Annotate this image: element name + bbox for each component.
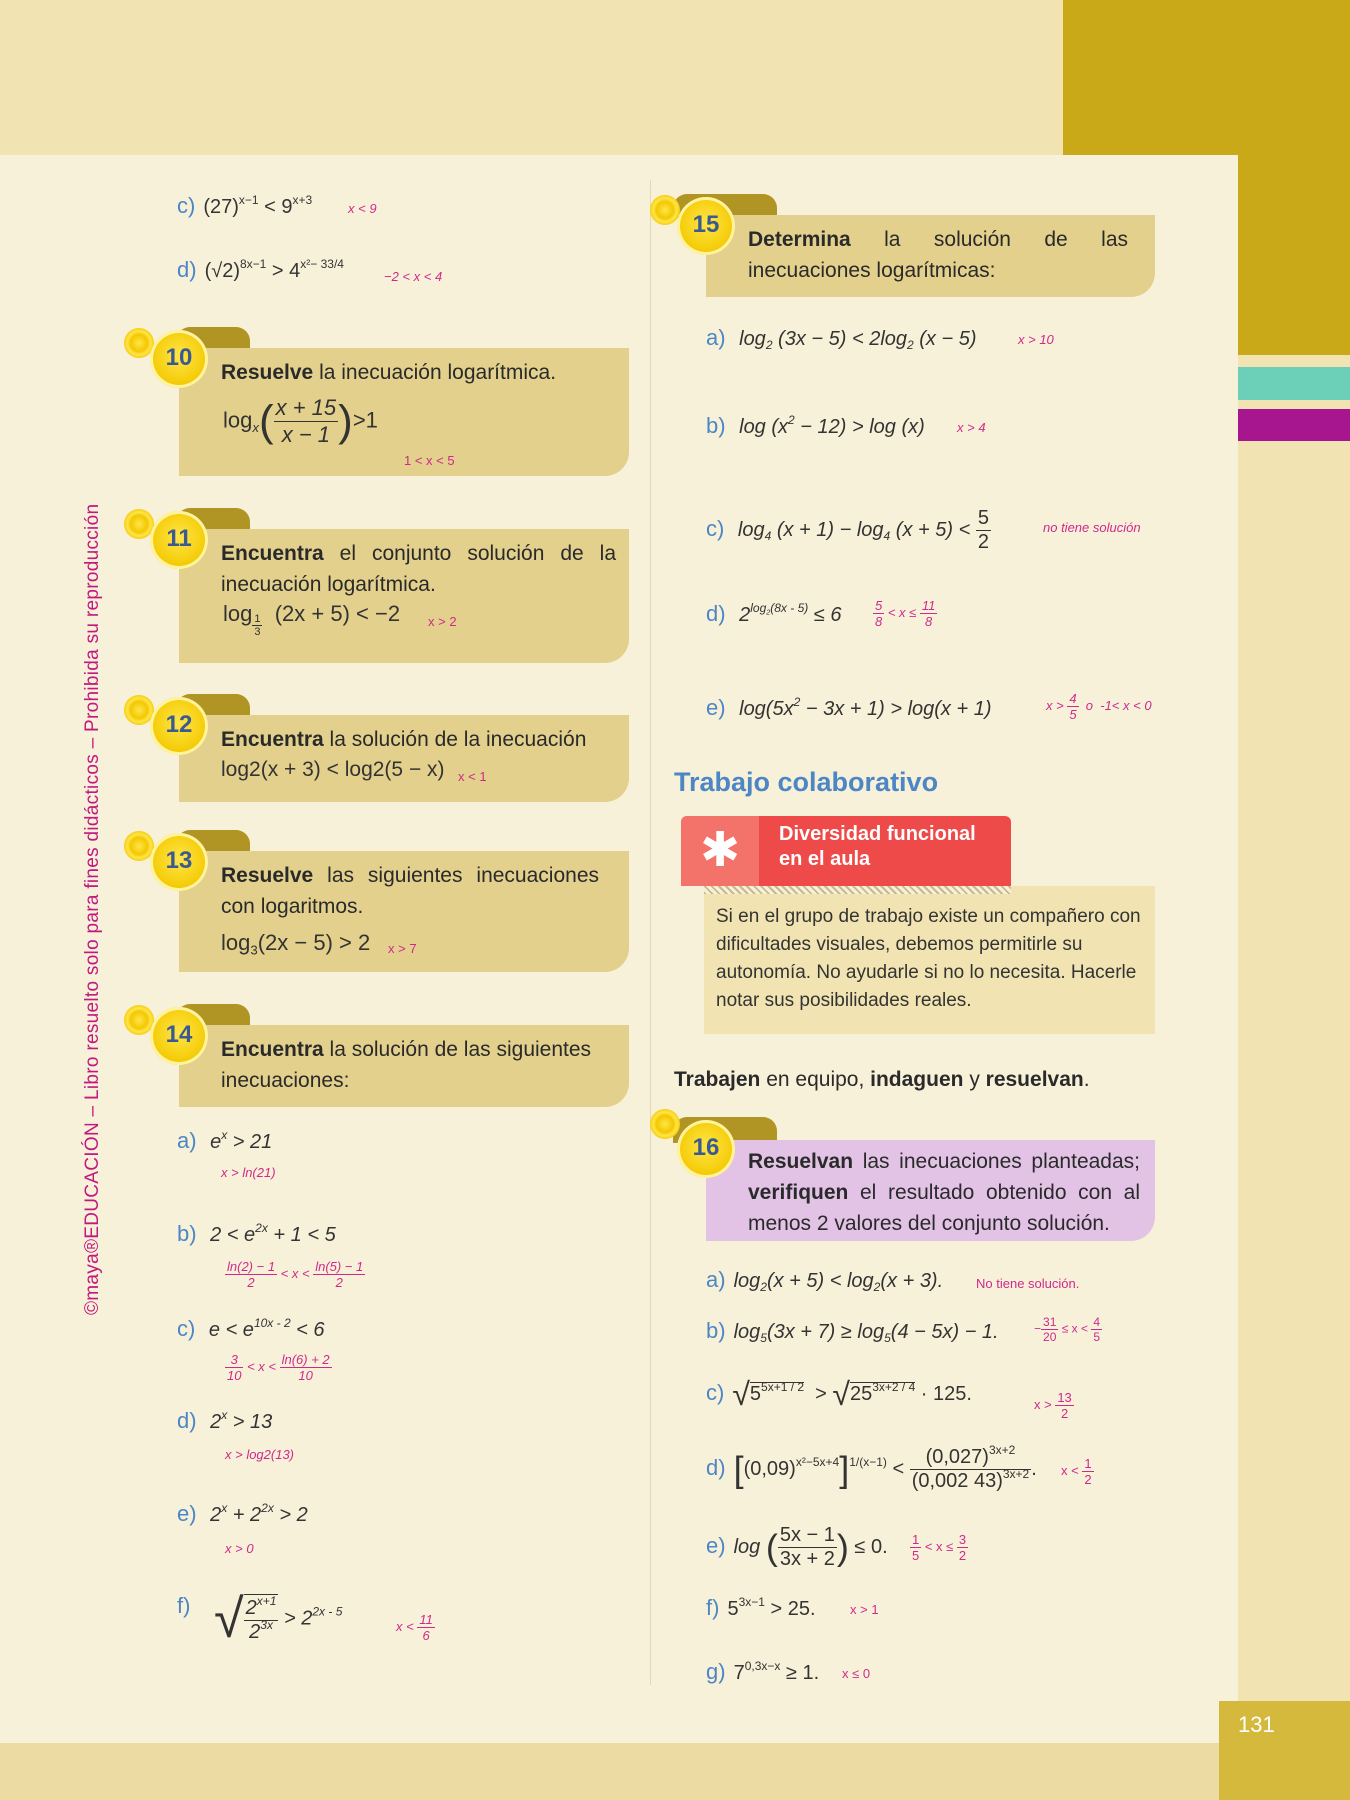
ex15-instruction — [748, 224, 1128, 286]
ex16-answer-g: x ≤ 0 — [842, 1666, 871, 1681]
ex11-verb: Encuentra — [221, 542, 324, 565]
ex10-denominator: x − 1 — [281, 422, 331, 447]
ex14-item-c: c) $e < e^{10x - 2} < 6$ — [177, 1316, 325, 1341]
item-label: c) — [177, 1316, 196, 1341]
log-text: log — [223, 601, 253, 626]
diversity-banner-title — [779, 822, 976, 872]
ex14-item-d: d) $2^x > 13$ — [177, 1408, 273, 1433]
ex15-answer-a: x > 10 — [1018, 332, 1054, 347]
frac-den: 2 — [247, 1275, 255, 1290]
item-label: b) — [706, 413, 726, 438]
ex16-item-d: d) $[(0,09)^{x^2-5x+4}]^{1/(x-1)}$ < $\frac{(0,027)^{3x+2}}{(0,002 43)^{3x+2}}$ . — [706, 1443, 1037, 1492]
top-item-d: d) $(√2)^{8x-1} > 4^{x^2- 33/4}$ — [177, 257, 344, 282]
ex14-item-a: a) $e^x > 21$ — [177, 1128, 273, 1153]
tw-verb-3: resuelvan — [985, 1068, 1084, 1091]
banner-stripes — [704, 886, 1011, 894]
ex16-item-c: c) $√5^{5x+1 / 2} > √25^{3x+2 / 4} \cdot 125$. — [706, 1376, 972, 1412]
frac-num: 3 — [225, 1352, 243, 1368]
ex13-formula-rest: (2x − 5) > 2 — [257, 930, 371, 955]
ex14-instruction — [221, 1034, 621, 1096]
tw-text-3: . — [1083, 1068, 1090, 1091]
ex15-item-a: a) $\log_2 (3x - 5) < 2\log_2$ (x − 5) — [706, 325, 977, 353]
ex13-number: 13 — [165, 847, 193, 874]
item-label: d) — [177, 1408, 197, 1433]
ex14-item-f — [177, 1593, 198, 1619]
ex15-item-c: c) $\log_4 (x + 1) - \log_4 (x + 5)$ < $\frac{5}{2}$ — [706, 507, 989, 553]
ex15-text: la solución de las inecuaciones logarítmicas: — [748, 228, 1128, 282]
log-base: x — [252, 419, 259, 435]
purple-section-tab — [1238, 409, 1350, 441]
ex10-answer: 1 < x < 5 — [404, 453, 455, 468]
ex16-answer-a: No tiene solución. — [976, 1276, 1080, 1291]
ex16-text-1: las inecuaciones planteadas; — [853, 1150, 1140, 1173]
log-text: log — [221, 930, 251, 955]
ex15-item-b: b) $\log (x^2 - 12) > \log (x)$ — [706, 413, 925, 438]
ex11-formula-rest: (2x + 5) < −2 — [274, 601, 401, 626]
ex13-instruction — [221, 860, 599, 922]
answer-mid: < x < — [277, 1265, 314, 1281]
ex14-text: la solución de las siguientes inecuaciones: — [221, 1038, 592, 1092]
ex10-text: la inecuación logarítmica. — [313, 361, 557, 384]
ex10-instruction — [221, 357, 621, 388]
ex12-number: 12 — [165, 711, 193, 738]
ex14-answer-e: x > 0 — [225, 1541, 254, 1556]
ex16-item-g: g) $7^{0,3x-x} \ge 1$. — [706, 1659, 820, 1684]
frac-num: ln(5) − 1 — [315, 1259, 364, 1274]
ex15-item-e: e) $\log(5x^2 - 3x + 1) > \log(x + 1)$ — [706, 695, 992, 720]
ex16-answer-e: $\frac{1}{5}$ < x ≤ $\frac{3}{2}$ — [912, 1532, 967, 1563]
ex16-instruction — [748, 1146, 1140, 1239]
item-label: f) — [177, 1593, 191, 1618]
ex14-answer-c — [225, 1352, 332, 1383]
teal-section-tab — [1238, 367, 1350, 400]
tw-text-2: y — [963, 1068, 986, 1091]
ex14-item-e: e) $2^x + 2^{2x} > 2$ — [177, 1501, 308, 1526]
ex12-answer: x < 1 — [458, 769, 487, 784]
ex16-item-e: e) log ( $\frac{5x - 1}{3x + 2}$ ) ≤ 0. — [706, 1524, 888, 1570]
bottom-band — [0, 1743, 1350, 1800]
banner-line-2: en el aula — [779, 848, 871, 870]
ex16-ring-icon — [650, 1109, 680, 1139]
ex15-answer-b: x > 4 — [957, 420, 986, 435]
ex16-text-2: el resultado obtenido con al menos 2 valores del conjunto solución. — [748, 1181, 1140, 1235]
ex15-verb: Determina — [748, 228, 851, 251]
ex15-item-d: d) $2^{log_2(8x - 5)} \le 6$ — [706, 601, 842, 626]
ex10-numerator: x + 15 — [275, 395, 337, 420]
ex13-verb: Resuelve — [221, 864, 314, 887]
ex16-item-a: a) $\log_2(x + 5) < \log_2(x + 3)$. — [706, 1267, 944, 1295]
ex16-item-b: b) $\log_5(3x + 7) \ge \log_5(4 - 5x) - 1$. — [706, 1318, 999, 1346]
item-label: a) — [706, 325, 726, 350]
ex15-answer-d: $\frac{5}{8}$ < x ≤ $\frac{11}{8}$ — [875, 598, 936, 629]
ex16-answer-d: x < $\frac{1}{2}$ — [1061, 1456, 1092, 1487]
item-label: c) — [706, 515, 725, 541]
teamwork-instruction — [674, 1068, 1090, 1092]
answer-pre: x < — [396, 1618, 418, 1634]
ex11-formula — [223, 601, 400, 638]
ex14-answer-a: x > ln(21) — [221, 1165, 276, 1180]
ex16-answer-c: x > $\frac{13}{2}$ — [1034, 1390, 1072, 1421]
frac-den: 10 — [298, 1368, 313, 1383]
ex14-number: 14 — [165, 1021, 193, 1048]
ex11-instruction — [221, 538, 616, 600]
ex14-answer-d: x > log2(13) — [225, 1447, 295, 1462]
ex16-verb-2: verifiquen — [748, 1181, 849, 1204]
ex13-formula — [221, 930, 370, 956]
log-text: log — [223, 407, 253, 433]
base-denominator: 3 — [254, 626, 261, 638]
ex12-verb: Encuentra — [221, 728, 324, 751]
item-label: e) — [177, 1501, 197, 1526]
frac-den: 10 — [227, 1368, 242, 1383]
item-label: c) — [177, 193, 196, 218]
ex10-verb: Resuelve — [221, 361, 314, 384]
answer-top-c: x < 9 — [348, 201, 377, 216]
ex15-answer-c: no tiene solución — [1043, 520, 1141, 535]
asterisk-flower-icon: ✱ — [700, 824, 741, 877]
item-label: b) — [706, 1318, 726, 1343]
ex10-rhs: >1 — [352, 407, 378, 433]
base-numerator: 1 — [254, 613, 261, 625]
ex10-number: 10 — [165, 344, 193, 371]
ex12-instruction — [221, 724, 621, 755]
ex13-text: las siguientes inecuaciones con logaritmos. — [221, 864, 599, 918]
item-label: f) — [706, 1595, 720, 1620]
item-label: a) — [177, 1128, 197, 1153]
ex13-answer: x > 7 — [388, 941, 417, 956]
copyright-vertical-text: ©maya®EDUCACIÓN – Libro resuelto solo para fines didácticos – Prohibida su reproducción — [82, 503, 103, 1315]
frac-num: 11 — [419, 1612, 433, 1627]
ex16-verb-1: Resuelvan — [748, 1150, 854, 1173]
item-label: c) — [706, 1379, 725, 1405]
ex15-number: 15 — [692, 211, 720, 238]
item-label: a) — [706, 1267, 726, 1292]
ex16-number: 16 — [692, 1134, 720, 1161]
section-title-collab: Trabajo colaborativo — [674, 767, 939, 797]
ex10-formula: $\log_x$( $\frac{x + 15}{x - 1}$ )>1 — [223, 395, 378, 447]
item-label: e) — [706, 1532, 726, 1558]
diversity-body-text: Si en el grupo de trabajo existe un compañero con dificultades visuales, debemos permitirle su autonomía. No ayudarle si no lo necesita. Hacerle notar sus posibilidades reales. — [716, 906, 1141, 1011]
ex14-formula-f: √ $\frac{2^{x+1}}{2^{3x}}$ > $2^{2x - 5}$ — [214, 1589, 343, 1649]
frac-num: ln(6) + 2 — [281, 1352, 330, 1367]
answer-mid: < x < — [243, 1358, 280, 1374]
ex11-number: 11 — [166, 525, 192, 552]
ex14-answer-b — [225, 1259, 365, 1290]
ex14-answer-f — [396, 1612, 435, 1643]
ex11-text: el conjunto solución de la inecuación logarítmica. — [221, 542, 616, 596]
ex14-item-b: b) $2 < e^{2x} + 1 < 5$ — [177, 1221, 336, 1246]
item-label: d) — [706, 601, 726, 626]
ex16-answer-f: x > 1 — [850, 1602, 879, 1617]
log-base: 3 — [250, 942, 258, 958]
item-label: g) — [706, 1659, 726, 1684]
tw-verb-2: indaguen — [870, 1068, 964, 1091]
ex12-text: la solución de la inecuación — [323, 728, 587, 751]
column-divider — [650, 180, 651, 1685]
top-item-c: c) $(27)^{x-1} < 9^{x+3}$ — [177, 193, 313, 218]
ex12-formula: log2(x + 3) < log2(5 − x) — [221, 758, 445, 781]
frac-den: 2 — [335, 1275, 343, 1290]
ex16-answer-b: − $\frac{31}{20}$ ≤ x < $\frac{4}{5}$ — [1034, 1315, 1100, 1344]
frac-num: ln(2) − 1 — [227, 1259, 276, 1274]
tw-verb-1: Trabajen — [674, 1068, 761, 1091]
item-label: d) — [706, 1454, 726, 1480]
frac-den: 6 — [422, 1628, 430, 1643]
ex15-ring-icon — [650, 195, 680, 225]
item-label: e) — [706, 695, 726, 720]
banner-line-1: Diversidad funcional — [779, 823, 976, 845]
ex16-item-f: f) $5^{3x-1} > 25$. — [706, 1595, 816, 1620]
answer-top-d: −2 < x < 4 — [384, 269, 443, 284]
ex15-answer-e: x > $\frac{4}{5}$ o -1< x < 0 — [1046, 691, 1152, 722]
tw-text-1: en equipo, — [760, 1068, 871, 1091]
ex14-verb: Encuentra — [221, 1038, 324, 1061]
ex11-answer: x > 2 — [428, 614, 457, 629]
page-number: 131 — [1238, 1712, 1275, 1737]
item-label: b) — [177, 1221, 197, 1246]
item-label: d) — [177, 257, 197, 282]
